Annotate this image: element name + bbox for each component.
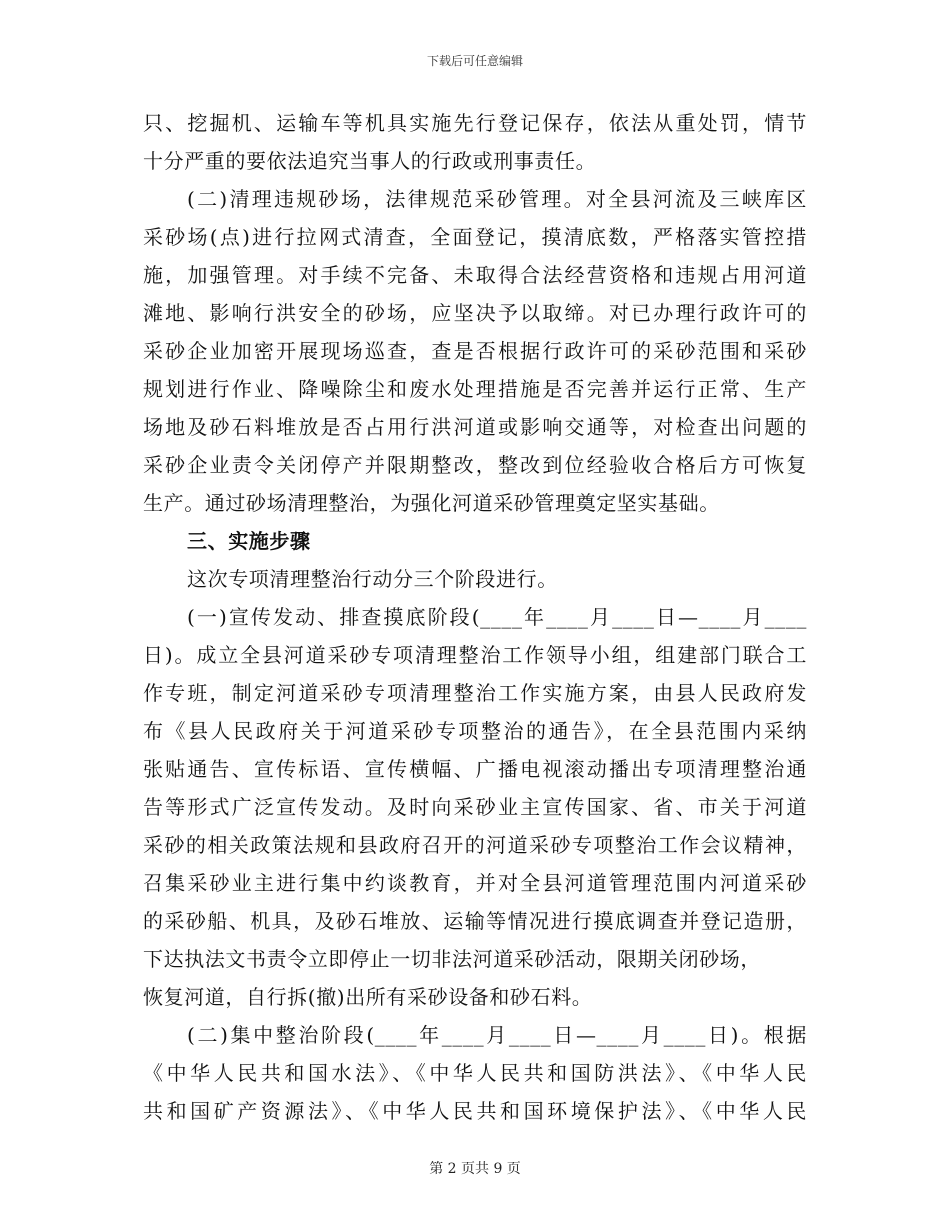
text-line: 采砂企业加密开展现场巡查，查是否根据行政许可的采砂范围和采砂 bbox=[143, 339, 807, 363]
text-line: 施，加强管理。对手续不完备、未取得合法经营资格和违规占用河道 bbox=[143, 263, 807, 287]
text-line: 场地及砂石料堆放是否占用行洪河道或影响交通等，对检查出问题的 bbox=[143, 415, 807, 439]
text-line: 这次专项清理整治行动分三个阶段进行。 bbox=[187, 567, 558, 591]
document-body bbox=[143, 104, 807, 1130]
section-heading: 三、实施步骤 bbox=[187, 529, 311, 553]
text-line: 作专班，制定河道采砂专项清理整治工作实施方案，由县人民政府发 bbox=[143, 681, 807, 705]
text-line: 规划进行作业、降噪除尘和废水处理措施是否完善并运行正常、生产 bbox=[143, 377, 807, 401]
text-line: 采砂的相关政策法规和县政府召开的河道采砂专项整治工作会议精神， bbox=[143, 833, 807, 857]
text-line: 张贴通告、宣传标语、宣传横幅、广播电视滚动播出专项清理整治通 bbox=[143, 757, 807, 781]
page-header: 下载后可任意编辑 bbox=[426, 54, 523, 68]
text-line: 召集采砂业主进行集中约谈教育，并对全县河道管理范围内河道采砂 bbox=[143, 871, 807, 895]
text-line: 滩地、影响行洪安全的砂场，应坚决予以取缔。对已办理行政许可的 bbox=[143, 301, 807, 325]
text-line: 布《县人民政府关于河道采砂专项整治的通告》，在全县范围内采纳 bbox=[143, 719, 807, 743]
text-line: 下达执法文书责令立即停止一切非法河道采砂活动，限期关闭砂场， bbox=[143, 947, 761, 971]
text-line: 十分严重的要依法追究当事人的行政或刑事责任。 bbox=[143, 149, 597, 173]
page-footer: 第 2 页共 9 页 bbox=[429, 1161, 521, 1177]
text-line: 的采砂船、机具，及砂石堆放、运输等情况进行摸底调查并登记造册， bbox=[143, 909, 807, 933]
text-line: (二)清理违规砂场，法律规范采砂管理。对全县河流及三峡库区 bbox=[187, 187, 807, 211]
text-line: 恢复河道，自行拆(撤)出所有采砂设备和砂石料。 bbox=[143, 985, 593, 1009]
text-line: 只、挖掘机、运输车等机具实施先行登记保存，依法从重处罚，情节 bbox=[143, 111, 807, 135]
text-line: 日)。成立全县河道采砂专项清理整治工作领导小组，组建部门联合工 bbox=[143, 643, 807, 667]
text-line: 采砂场(点)进行拉网式清查，全面登记，摸清底数，严格落实管控措 bbox=[143, 225, 807, 249]
text-line: 《中华人民共和国水法》、《中华人民共和国防洪法》、《中华人民 bbox=[143, 1061, 807, 1085]
text-line: 告等形式广泛宣传发动。及时向采砂业主宣传国家、省、市关于河道 bbox=[143, 795, 807, 819]
text-line: (二)集中整治阶段(____年____月____日—____月____日)。根据 bbox=[187, 1023, 807, 1047]
text-line: (一)宣传发动、排查摸底阶段(____年____月____日—____月____ bbox=[187, 605, 807, 629]
text-line: 采砂企业责令关闭停产并限期整改，整改到位经验收合格后方可恢复 bbox=[143, 453, 807, 477]
text-line: 共和国矿产资源法》、《中华人民共和国环境保护法》、《中华人民 bbox=[143, 1099, 807, 1123]
text-line: 生产。通过砂场清理整治，为强化河道采砂管理奠定坚实基础。 bbox=[143, 491, 720, 515]
